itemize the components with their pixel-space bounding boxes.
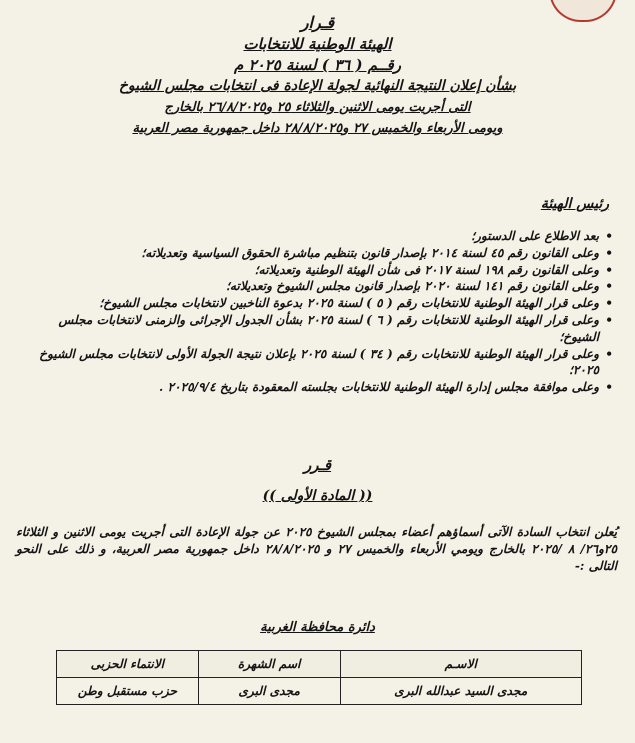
decree-number: رقــم ( ٣٦ ) لسنة ٢٠٢٥ م [234, 56, 401, 74]
table-row [57, 678, 582, 705]
column-header-party: الانتماء الحزبى [57, 651, 199, 678]
preamble-item: • وعلى موافقة مجلس إدارة الهيئة الوطنية للانتخابات بجلسته المعقودة بتاريخ ٢٠٢٥/٩/٤ . [18, 379, 613, 396]
preamble-item: • بعد الاطلاع على الدستور؛ [18, 228, 613, 245]
subject-line-2: التى أجريت يومى الاثنين والثلاثاء ٢٥ و٢٦/٨/٢٠٢٥ بالخارج [164, 100, 471, 115]
preamble-item: • وعلى قرار الهيئة الوطنية للانتخابات رقم ( ٦ ) لسنة ٢٠٢٥ بشأن الجدول الإجرائى والزمنى لانتخابات مجلس الشيوخ؛ [18, 312, 613, 346]
member-nickname: مجدى البرى [198, 678, 340, 705]
decree-header [40, 12, 595, 139]
decides-heading: قـرر [303, 456, 332, 474]
doc-type: قـرار [300, 13, 335, 32]
authority-name: الهيئة الوطنية للانتخابات [243, 35, 392, 53]
preamble-item: • وعلى القانون رقم ١٤١ لسنة ٢٠٢٠ بإصدار قانون مجلس الشيوخ وتعديلاته؛ [18, 278, 613, 295]
table-header-row [57, 651, 582, 678]
preamble-item: • وعلى قرار الهيئة الوطنية للانتخابات رقم ( ٥ ) لسنة ٢٠٢٥ بدعوة الناخبين لانتخابات مجلس الشيوخ؛ [18, 295, 613, 312]
preamble-heading: رئيس الهيئة [540, 196, 609, 212]
results-table [56, 650, 582, 705]
column-header-name: الاسـم [340, 651, 582, 678]
subject-line-3: ويومى الأربعاء والخميس ٢٧ و٢٨/٨/٢٠٢٥ داخل جمهورية مصر العربية [132, 121, 503, 136]
preamble-item: • وعلى القانون رقم ٤٥ لسنة ٢٠١٤ بإصدار قانون بتنظيم مباشرة الحقوق السياسية وتعديلاته؛ [18, 245, 613, 262]
article-text: يُعلن انتخاب السادة الآتى أسماؤهم أعضاء بمجلس الشيوخ ٢٠٢٥ عن جولة الإعادة التى أجريت يومى الاثنين و الثلاثاء ٢٥و٢٦/ ٨ /٢٠٢٥ بالخارج ويومي الأربعاء والخميس ٢٧ و ٢٨/٨/٢٠٢٥ داخل جمهورية مصر العربية، و ذلك على النحو التالى :- [16, 525, 617, 573]
article-title: (( المادة الأولى )) [262, 488, 373, 504]
preamble-item: • وعلى القانون رقم ١٩٨ لسنة ٢٠١٧ فى شأن الهيئة الوطنية وتعديلاته؛ [18, 262, 613, 279]
district-title: دائرة محافظة الغربية [260, 620, 375, 635]
subject-line-1: بشأن إعلان النتيجة النهائية لجولة الإعادة فى انتخابات مجلس الشيوخ [118, 78, 517, 94]
preamble-item: • وعلى قرار الهيئة الوطنية للانتخابات رقم ( ٣٤ ) لسنة ٢٠٢٥ بإعلان نتيجة الجولة الأولى لانتخابات مجلس الشيوخ ٢٠٢٥؛ [18, 346, 613, 380]
member-name: مجدى السيد عبدالله البرى [340, 678, 582, 705]
preamble-list [18, 228, 613, 396]
column-header-nickname: اسم الشهرة [198, 651, 340, 678]
member-party: حزب مستقبل وطن [57, 678, 199, 705]
